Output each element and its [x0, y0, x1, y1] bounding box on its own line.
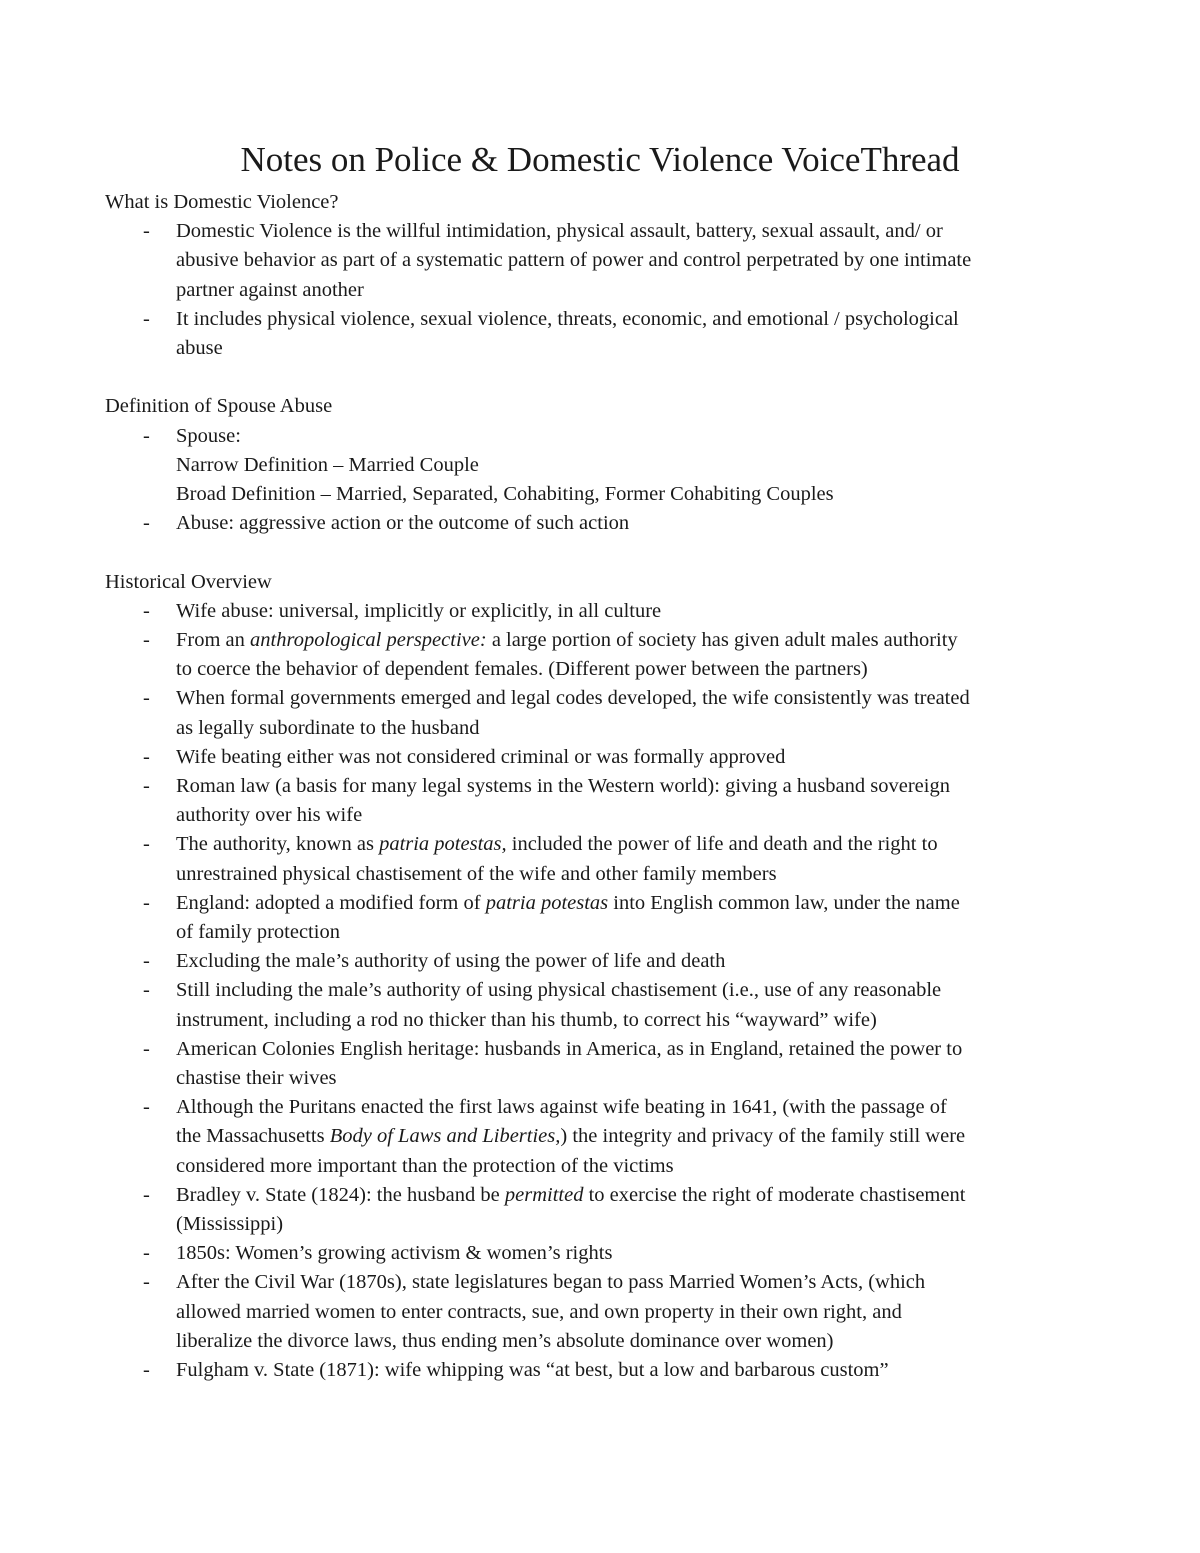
section-definition-of-spouse-abuse [105, 392, 1105, 538]
item-line [176, 1181, 1105, 1210]
item-line [176, 1122, 1105, 1151]
item-line: - Excluding the male’s authority of using the power of life and death [176, 950, 726, 973]
italic-term: patria potestas, [379, 833, 507, 856]
item-line: (Mississippi) [176, 1213, 284, 1236]
text-run: From an [176, 629, 251, 652]
item-line: - Fulgham v. State (1871): wife whipping was “at best, but a low and barbarous custom” [176, 1359, 889, 1382]
list-item [105, 889, 1105, 947]
item-line: - It includes physical violence, sexual violence, threats, economic, and emotional / psychological [176, 307, 959, 330]
section-heading: Historical Overview [105, 570, 272, 593]
italic-term: Body of Laws and Liberties, [329, 1125, 561, 1148]
section-heading: What is Domestic Violence? [105, 191, 339, 213]
list-item [105, 743, 1105, 772]
item-line: to coerce the behavior of dependent females. (Different power between the partners) [176, 658, 868, 681]
list-item [105, 772, 1105, 830]
text-run: Bradley v. State (1824): the husband be [176, 1183, 505, 1206]
italic-term: permitted [504, 1183, 584, 1206]
list-item [105, 976, 1105, 1034]
item-line: - After the Civil War (1870s), state legislatures began to pass Married Women’s Acts, (which [176, 1271, 926, 1294]
text-run: The authority, known as [176, 833, 380, 856]
section-historical-overview [105, 568, 1105, 1386]
item-line: - 1850s: Women’s growing activism & women’s rights [176, 1242, 613, 1265]
item-line: - Still including the male’s authority of using physical chastisement (i.e., use of any reasonable [176, 979, 942, 1002]
item-line: liberalize the divorce laws, thus ending men’s absolute dominance over women) [176, 1329, 834, 1352]
section-heading: Definition of Spouse Abuse [105, 395, 333, 418]
bullet-list [105, 217, 1105, 363]
page-title: Notes on Police & Domestic Violence VoiceThread [240, 140, 960, 179]
list-item [105, 305, 1105, 363]
item-line: - Roman law (a basis for many legal systems in the Western world): giving a husband sovereign [176, 775, 950, 798]
section-what-is-domestic-violence [105, 188, 1105, 363]
item-line: considered more important than the protection of the victims [176, 1154, 674, 1177]
item-line: - Wife abuse: universal, implicitly or explicitly, in all culture [176, 599, 662, 622]
item-line: chastise their wives [176, 1067, 337, 1090]
text-run: ) the integrity and privacy of the family still were [560, 1125, 966, 1148]
text-run: England: adopted a modified form of [176, 891, 486, 914]
item-line: - American Colonies English heritage: husbands in America, as in England, retained the power to [176, 1037, 963, 1060]
list-item [105, 1093, 1105, 1181]
list-item [105, 597, 1105, 626]
item-line: - Abuse: aggressive action or the outcome of such action [176, 512, 630, 535]
item-line: - Wife beating either was not considered criminal or was formally approved [176, 745, 786, 768]
item-line: allowed married women to enter contracts, sue, and own property in their own right, and [176, 1300, 902, 1323]
item-line: authority over his wife [176, 804, 363, 827]
list-item [105, 684, 1105, 742]
list-item [105, 1268, 1105, 1356]
item-line: Narrow Definition – Married Couple [176, 453, 479, 476]
item-line: abusive behavior as part of a systematic pattern of power and control perpetrated by one intimate [176, 249, 972, 272]
list-item [105, 830, 1105, 888]
item-line: - Although the Puritans enacted the first laws against wife beating in 1641, (with the passage of [176, 1096, 947, 1119]
italic-term: patria potestas [485, 891, 609, 914]
list-item [105, 422, 1105, 510]
bullet-list [105, 422, 1105, 539]
item-line: Broad Definition – Married, Separated, Cohabiting, Former Cohabiting Couples [176, 483, 834, 506]
item-line: as legally subordinate to the husband [176, 716, 480, 739]
item-line: partner against another [176, 278, 364, 301]
item-line [176, 626, 1105, 655]
item-line: - When formal governments emerged and legal codes developed, the wife consistently was treated [176, 687, 970, 710]
section-spacer [105, 363, 1105, 392]
text-run: included the power of life and death and the right to [506, 833, 938, 856]
bullet-list [105, 597, 1105, 1385]
item-line: instrument, including a rod no thicker than his thumb, to correct his “wayward” wife) [176, 1008, 877, 1031]
item-line: of family protection [176, 921, 340, 944]
text-run: into English common law, under the name [608, 891, 960, 914]
item-line [176, 830, 1105, 859]
item-line: - Spouse: [176, 424, 241, 447]
item-line [176, 889, 1105, 918]
text-run: the Massachusetts [176, 1125, 330, 1148]
list-item [105, 1356, 1105, 1385]
text-run: a large portion of society has given adult males authority [486, 629, 958, 652]
item-line: - Domestic Violence is the willful intimidation, physical assault, battery, sexual assault, and/ or [176, 220, 943, 243]
section-spacer [105, 538, 1105, 567]
document-body [105, 188, 1105, 1385]
item-line: unrestrained physical chastisement of the wife and other family members [176, 862, 777, 885]
list-item [105, 1035, 1105, 1093]
item-line: abuse [176, 337, 223, 360]
list-item [105, 1181, 1105, 1239]
text-run: to exercise the right of moderate chastisement [583, 1183, 966, 1206]
list-item [105, 1239, 1105, 1268]
italic-term: anthropological perspective: [250, 629, 487, 652]
list-item [105, 509, 1105, 538]
list-item [105, 217, 1105, 305]
list-item [105, 947, 1105, 976]
list-item [105, 626, 1105, 684]
